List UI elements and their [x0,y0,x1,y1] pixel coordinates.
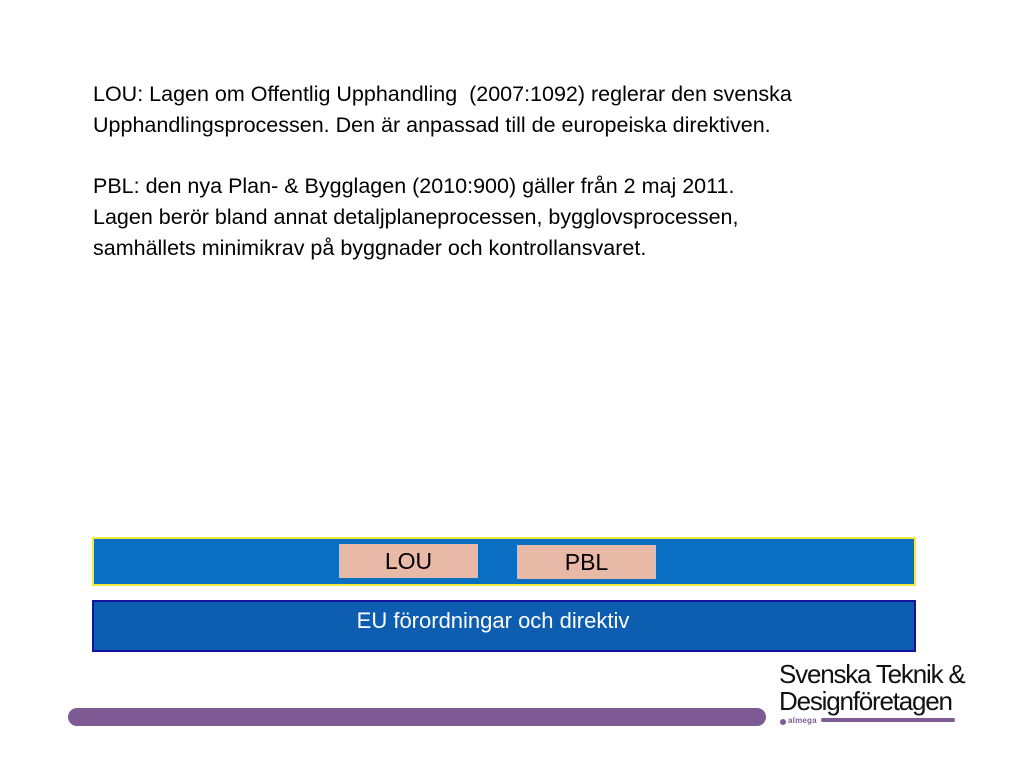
logo-line-1: Svenska Teknik & [779,659,965,689]
pbl-paragraph-line: samhällets minimikrav på byggnader och kontrollansvaret. [93,236,647,260]
eu-directives-bar [92,600,916,652]
logo-underline [821,718,955,722]
pbl-paragraph-line: PBL: den nya Plan- & Bygglagen (2010:900) gäller från 2 maj 2011. [93,174,735,198]
logo-subbrand: almega [788,716,817,725]
pbl-paragraph [93,171,973,264]
footer-accent-bar [68,708,766,726]
lou-paragraph [93,79,973,141]
eu-directives-label: EU förordningar och direktiv [356,608,630,633]
logo-line-2: Designföretagen [779,686,952,716]
lou-paragraph-line: Upphandlingsprocessen. Den är anpassad till de europeiska direktiven. [93,113,771,137]
pbl-box: PBL [517,545,656,579]
national-laws-bar [92,537,916,586]
lou-box: LOU [339,544,478,578]
lou-paragraph-line: LOU: Lagen om Offentlig Upphandling (2007:1092) reglerar den svenska [93,82,792,106]
pbl-paragraph-line: Lagen berör bland annat detaljplaneprocessen, bygglovsprocessen, [93,205,739,229]
company-logo [779,656,979,728]
logo-dot-icon [780,719,786,725]
